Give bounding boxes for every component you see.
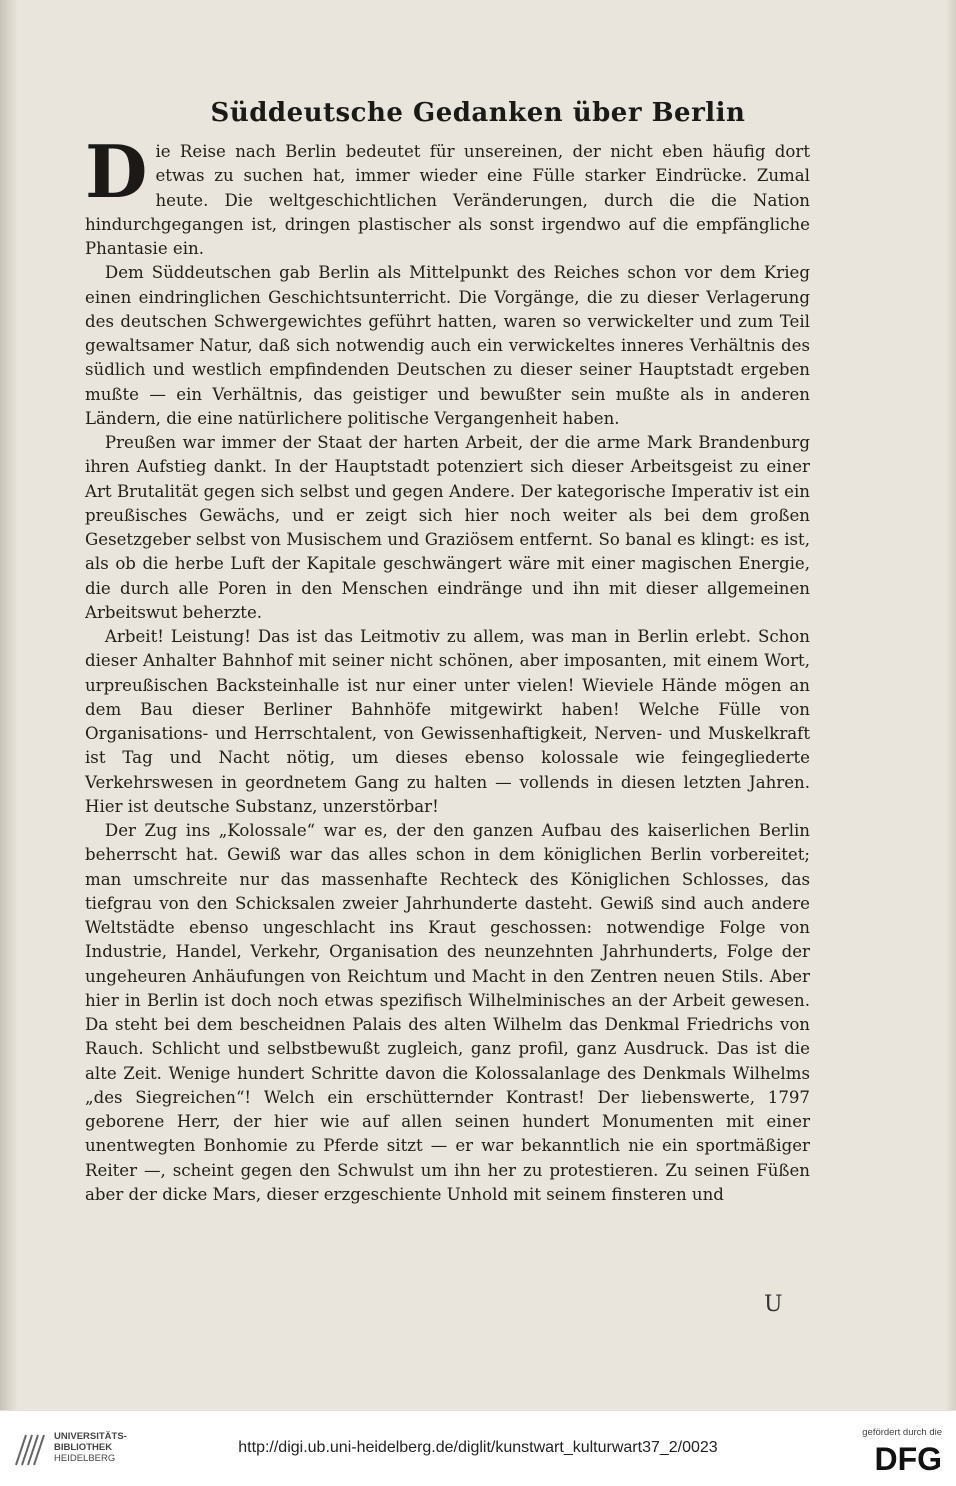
page-signature-mark: U — [764, 1292, 783, 1317]
article-title: Süddeutsche Gedanken über Berlin — [210, 98, 746, 128]
document-url-link[interactable]: http://digi.ub.uni-heidelberg.de/diglit/kunstwart_kulturwart37_2/0023 — [238, 1439, 718, 1456]
library-name-line-1: UNIVERSITÄTS- — [54, 1431, 127, 1442]
paragraph-5: Der Zug ins „Kolossale“ war es, der den ganzen Aufbau des kaiserlichen Berlin beherrscht hat. Gewiß war das alles schon in dem königlichen Berlin vorbereitet; man umschreite nur das massenhafte Rechteck des Königlichen Schlosses, das tiefgrau von den Schicksalen zweier Jahrhunderte dasteht. Gewiß sind auch andere Weltstädte ebenso ungeschlacht ins Kraut geschossen: notwendige Folge von Industrie, Handel, Verkehr, Organisation des neunzehnten Jahrhunderts, Folge der ungeheuren Anhäufungen von Reichtum und Macht in den Zentren neuen Stils. Aber hier in Berlin ist doch noch etwas spezifisch Wilhelminisches an der Arbeit gewesen. Da steht bei dem bescheidnen Palais des alten Wilhelm das Denkmal Friedrichs von Rauch. Schlicht und selbstbewußt zugleich, ganz profil, ganz Ausdruck. Das ist die alte Zeit. Wenige hundert Schritte davon die Kolossalanlage des Denkmals Wilhelms „des Siegreichen“! Welch ein erschütternder Kontrast! Der liebenswerte, 1797 geborene Herr, der hier wie auf allen seinen hundert Monumenten mit einer unentwegten Bonhomie zu Pferde sitzt — er war bekanntlich nie ein sportmäßiger Reiter —, scheint gegen den Schwulst um ihn her zu protestieren. Zu seinen Füßen aber der dicke Mars, dieser erzgeschiente Unhold mit seinem finsteren und — [85, 821, 810, 1204]
paragraph-2: Dem Süddeutschen gab Berlin als Mittelpunkt des Reiches schon vor dem Krieg einen eindringlichen Geschichtsunterricht. Die Vorgänge, die zu dieser Verlagerung des deutschen Schwergewichtes geführt hatten, waren so verwickelter und zum Teil gewaltsamer Natur, daß sich notwendig auch ein verwickeltes inneres Verhältnis des südlich und westlich empfindenden Deutschen zu dieser seiner Hauptstadt ergeben mußte — ein Verhältnis, das geistiger und bewußter sein mußte als in anderen Ländern, die eine natürlichere politische Vergangenheit haben. — [85, 263, 810, 428]
article-body — [85, 129, 810, 1207]
dfg-logo-icon — [846, 1441, 942, 1473]
paragraph-1-text: ie Reise nach Berlin bedeutet für unsereinen, der nicht eben häufig dort etwas zu suchen hat, immer wieder eine Fülle starker Eindrücke. Zumal heute. Die weltgeschichtlichen Veränderungen, durch die die Nation hindurchgegangen ist, dringen plastischer als sonst irgendwo auf die empfängliche Phantasie ein. — [85, 142, 810, 258]
drop-cap: D — [85, 129, 148, 214]
paragraph-3: Preußen war immer der Staat der harten Arbeit, der die arme Mark Brandenburg ihren Aufstieg dankt. In der Hauptstadt potenziert sich dieser Arbeitsgeist zu einer Art Brutalität gegen sich selbst und gegen Andere. Der kategorische Imperativ ist ein preußisches Gewächs, und er zeigt sich hier noch weiter als bei dem großen Gesetzgeber selbst von Musischem und Graziösem entfernt. So banal es klingt: es ist, als ob die herbe Luft der Kapitale geschwängert wäre mit einer magischen Energie, die durch alle Poren in den Menschen eindränge und ihn mit dieser allgemeinen Arbeitswut beherzte. — [85, 433, 810, 622]
funded-by-label: gefördert durch die — [862, 1427, 942, 1438]
paragraph-4: Arbeit! Leistung! Das ist das Leitmotiv zu allem, was man in Berlin erlebt. Schon dieser Anhalter Bahnhof mit seiner nicht schönen, aber imposanten, mit einem Wort, urpreußischen Backsteinhalle ist nur einer unter vielen! Wieviele Hände mögen an dem Bau dieser Berliner Bahnhöfe mitgewirkt haben! Welche Fülle von Organisations- und Herrschtalent, von Gewissenhaftigkeit, Nerven- und Muskelkraft ist Tag und Nacht nötig, um dieses ebenso kolossale wie feingegliederte Verkehrswesen in geordnetem Gang zu halten — vollends in diesen letzten Jahren. Hier ist deutsche Substanz, unzerstörbar! — [85, 627, 810, 816]
dfg-logo-text: DFG — [874, 1441, 942, 1473]
paragraph-1 — [85, 129, 810, 261]
viewer-footer — [0, 1410, 956, 1486]
library-name-line-2: BIBLIOTHEK — [54, 1442, 113, 1453]
library-name-line-3: HEIDELBERG — [54, 1453, 116, 1464]
